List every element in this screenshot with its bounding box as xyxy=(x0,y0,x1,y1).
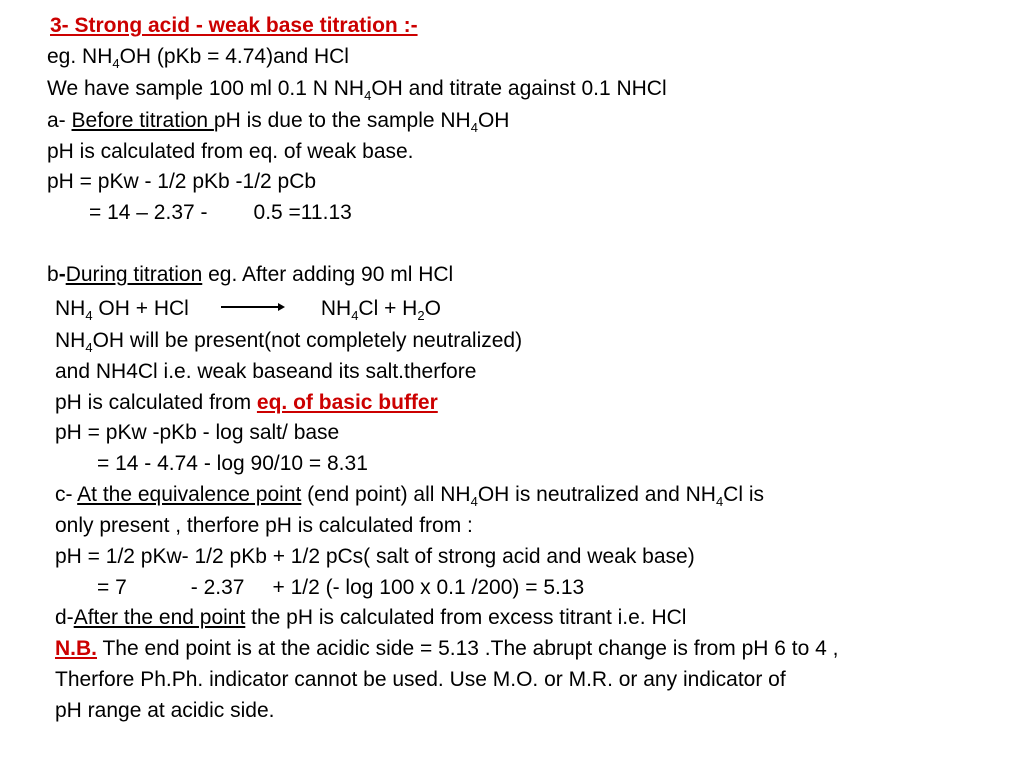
section-b-line4: pH is calculated from eq. of basic buffer xyxy=(55,391,438,414)
reaction-equation: $NH_4$ OH + HCl $NH_4Cl + H_2O$ xyxy=(55,297,441,323)
section-c-line2: only present , therfore pH is calculated from : xyxy=(55,514,473,537)
section-a-line2: pH is calculated from eq. of weak base. xyxy=(47,140,414,163)
section-a-calc: = 14 – 2.37 - 0.5 =11.13 xyxy=(89,201,352,224)
section-b-calc: = 14 - 4.74 - log 90/10 = 8.31 xyxy=(97,452,368,475)
section-b-heading: b-During titration eg. After adding 90 ml HCl xyxy=(47,263,454,286)
section-d-heading: d-After the end point the pH is calculated from excess titrant i.e. HCl xyxy=(55,606,687,629)
page-title: 3- Strong acid - weak base titration :- xyxy=(50,14,418,37)
section-c-calc: = 7 - 2.37 + 1/2 (- log 100 x 0.1 /200) = 5.13 xyxy=(97,576,585,599)
nb-line2: Therfore Ph.Ph. indicator cannot be used. Use M.O. or M.R. or any indicator of xyxy=(55,668,786,691)
intro-sample: We have sample 100 ml 0.1 N $NH_4OH$ and titrate against 0.1 NHCl xyxy=(47,77,667,103)
nb-label: N.B. xyxy=(55,637,97,660)
reaction-arrow-icon xyxy=(221,306,283,308)
nb-line3: pH range at acidic side. xyxy=(55,699,275,722)
section-b-line3: and NH4Cl i.e. weak baseand its salt.therfore xyxy=(55,360,477,383)
section-c-formula: pH = 1/2 pKw- 1/2 pKb + 1/2 pCs( salt of strong acid and weak base) xyxy=(55,545,695,568)
section-c-heading: c- At the equivalence point (end point) all $NH_4OH$ is neutralized and $NH_4Cl$ is xyxy=(55,483,765,509)
section-b-line2: $NH_4OH$ will be present(not completely neutralized) xyxy=(55,329,523,355)
after-end-point-label: After the end point xyxy=(73,606,246,629)
section-a-formula: pH = pKw - 1/2 pKb -1/2 pCb xyxy=(47,170,317,193)
basic-buffer-label: eq. of basic buffer xyxy=(256,391,438,414)
before-titration-label: Before titration xyxy=(71,109,214,132)
section-b-formula: pH = pKw -pKb - log salt/ base xyxy=(55,421,340,444)
nb-line1: N.B. The end point is at the acidic side = 5.13 .The abrupt change is from pH 6 to 4 , xyxy=(55,637,839,660)
section-a-heading: a- Before titration pH is due to the sample $NH_4OH$ xyxy=(47,109,510,135)
during-titration-label: During titration xyxy=(65,263,203,286)
intro-example: eg. $NH_4OH$ (pKb = 4.74)and HCl xyxy=(47,45,349,71)
equivalence-point-label: At the equivalence point xyxy=(77,483,302,506)
